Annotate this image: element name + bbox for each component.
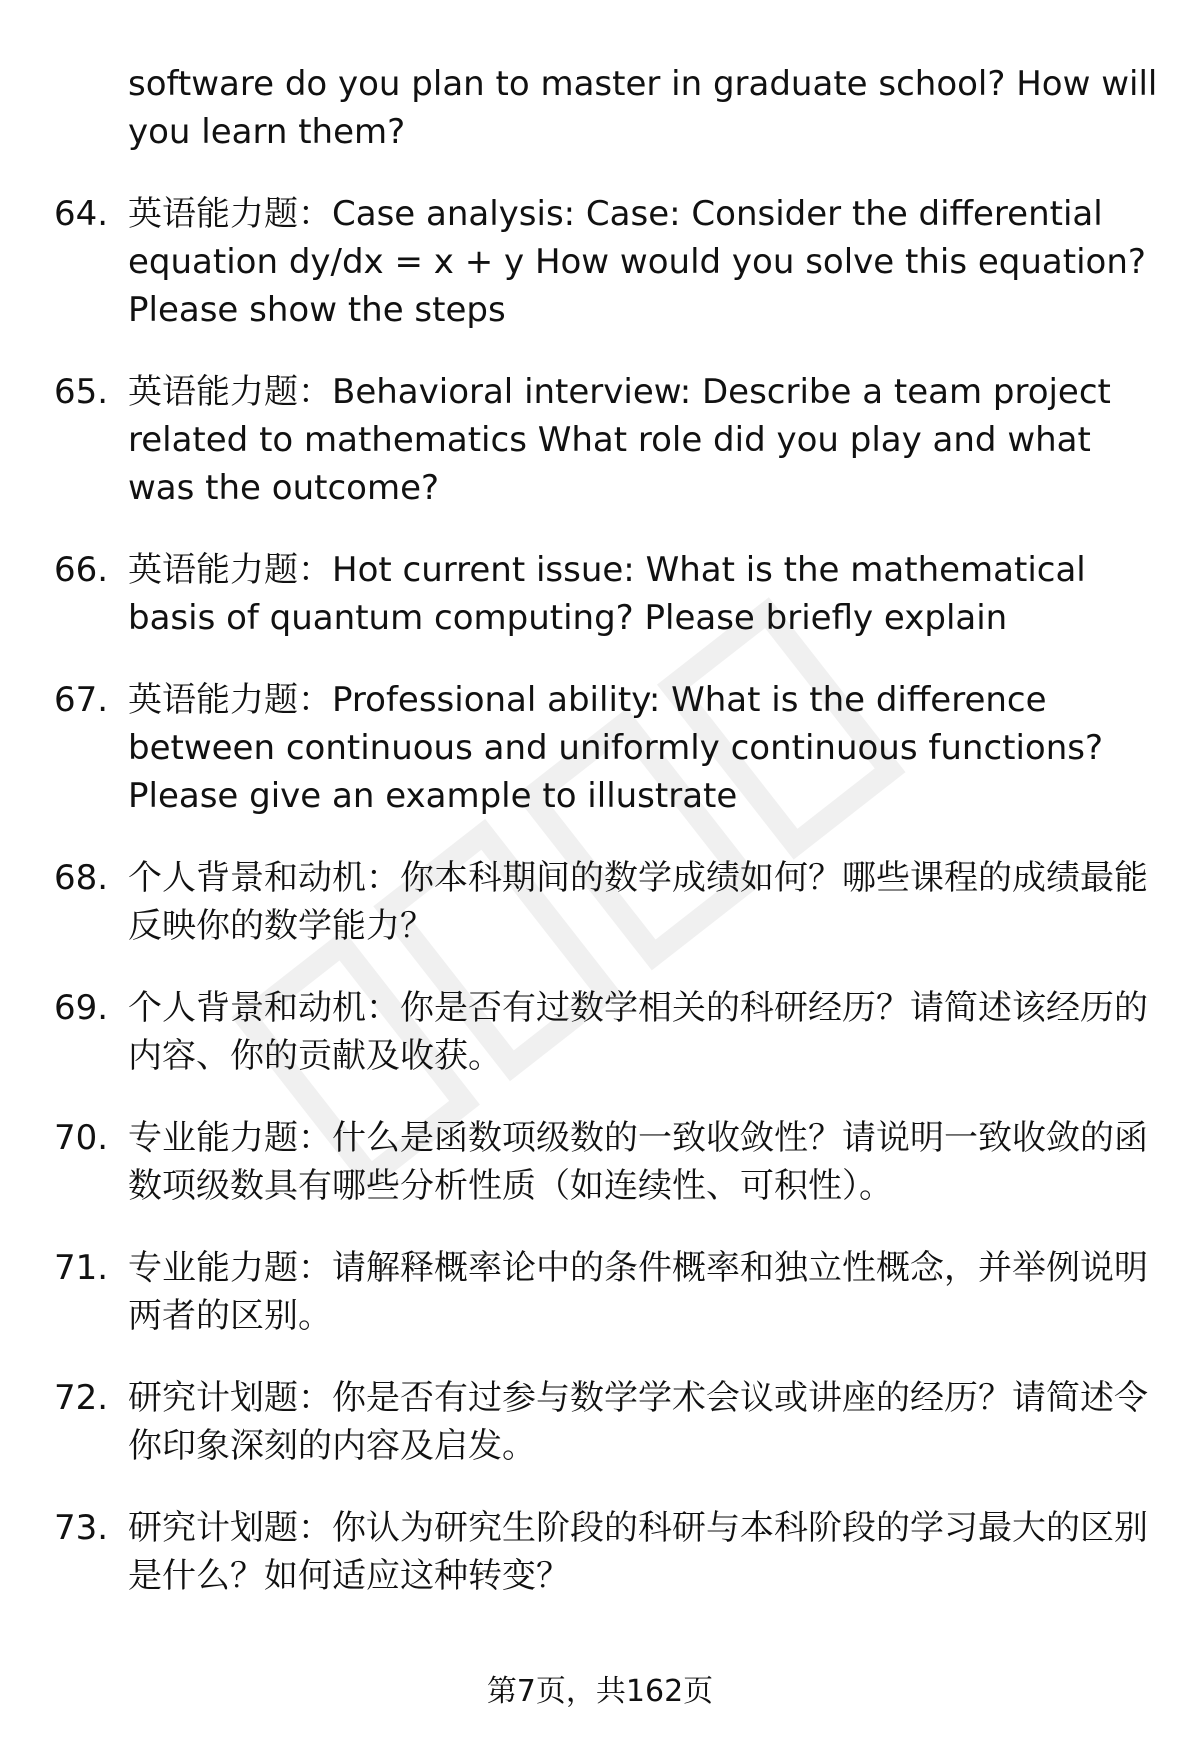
- question-item: [0, 676, 1200, 820]
- question-text: 英语能力题：Behavioral interview: Describe a team project related to mathematics What role did you play and what was the outcome?: [128, 372, 1111, 508]
- question-text: 个人背景和动机：你是否有过数学相关的科研经历？请简述该经历的内容、你的贡献及收获。: [128, 988, 1148, 1076]
- question-item: [0, 546, 1200, 642]
- question-text: 专业能力题：什么是函数项级数的一致收敛性？请说明一致收敛的函数项级数具有哪些分析性质（如连续性、可积性）。: [128, 1118, 1148, 1206]
- question-number: 66.: [54, 550, 109, 590]
- question-text: 个人背景和动机：你本科期间的数学成绩如何？哪些课程的成绩最能反映你的数学能力？: [128, 858, 1148, 946]
- question-text: 英语能力题：Case analysis: Case: Consider the differential equation dy/dx = x + y How would you solve this equation? Please show the steps: [128, 194, 1146, 330]
- question-number: 65.: [54, 372, 109, 412]
- question-item: [0, 984, 1200, 1080]
- question-item: [0, 1504, 1200, 1600]
- question-number: 69.: [54, 988, 109, 1028]
- continuation-text: software do you plan to master in graduate school? How will you learn them?: [128, 64, 1158, 152]
- question-list: [0, 60, 1200, 1634]
- question-text: 英语能力题：Hot current issue: What is the mathematical basis of quantum computing? Please briefly explain: [128, 550, 1086, 638]
- page-footer: 第7页，共162页: [486, 1674, 714, 1709]
- question-item: [0, 1374, 1200, 1470]
- question-number: 72.: [54, 1378, 109, 1418]
- question-text: 专业能力题：请解释概率论中的条件概率和独立性概念，并举例说明两者的区别。: [128, 1248, 1148, 1336]
- question-number: 73.: [54, 1508, 109, 1548]
- question-number: 64.: [54, 194, 109, 234]
- question-item: [0, 1244, 1200, 1340]
- question-text: 英语能力题：Professional ability: What is the difference between continuous and uniformly continuous functions? Please give an example to illustrate: [128, 680, 1104, 816]
- question-text: 研究计划题：你认为研究生阶段的科研与本科阶段的学习最大的区别是什么？如何适应这种转变？: [128, 1508, 1148, 1596]
- question-item: [0, 1114, 1200, 1210]
- question-number: 67.: [54, 680, 109, 720]
- question-item: [0, 854, 1200, 950]
- question-number: 68.: [54, 858, 109, 898]
- question-item: [0, 190, 1200, 334]
- question-item: [0, 368, 1200, 512]
- question-number: 71.: [54, 1248, 109, 1288]
- question-text: 研究计划题：你是否有过参与数学学术会议或讲座的经历？请简述令你印象深刻的内容及启发。: [128, 1378, 1148, 1466]
- question-number: 70.: [54, 1118, 109, 1158]
